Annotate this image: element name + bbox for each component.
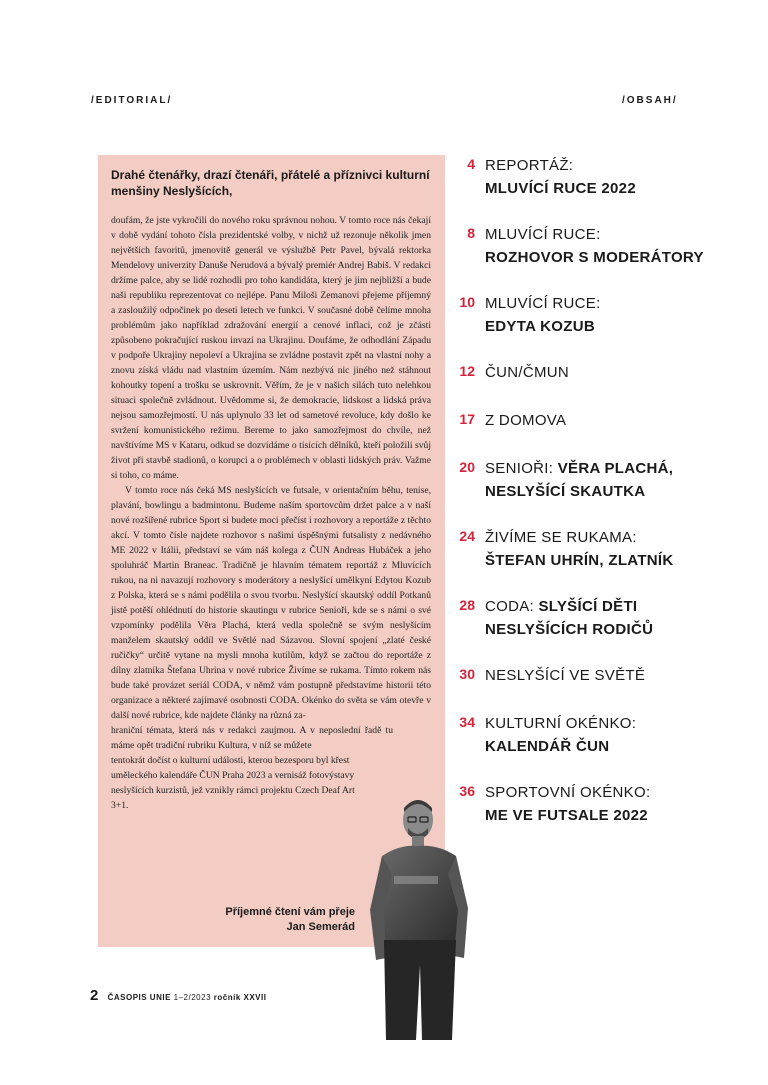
- signature-greeting: Příjemné čtení vám přeje: [225, 906, 355, 918]
- toc-section: MLUVÍCÍ RUCE:: [485, 226, 601, 243]
- toc-section: Z DOMOVA: [485, 412, 567, 429]
- toc-section: SPORTOVNÍ OKÉNKO:: [485, 784, 651, 801]
- toc-page-number: 30: [459, 666, 475, 682]
- toc-section: SENIOŘI:: [485, 460, 558, 477]
- page-footer: [90, 987, 266, 1004]
- toc-title: ŠTEFAN UHRÍN, ZLATNÍK: [485, 552, 674, 569]
- toc-section: KULTURNÍ OKÉNKO:: [485, 715, 637, 732]
- magazine-name: ČASOPIS UNIE: [107, 993, 171, 1002]
- toc-page-number: 34: [459, 714, 475, 730]
- toc-title: ME VE FUTSALE 2022: [485, 807, 648, 824]
- toc-section: MLUVÍCÍ RUCE:: [485, 295, 601, 312]
- editorial-paragraph-2: V tomto roce nás čeká MS neslyšících ve futsale, v orientačním běhu, tenise, plavání, bowlingu a badmintonu. Budeme naším sportovcům držet palce a v naší nové rozšířené rubrice Sport si budete moci přečíst i rozhovory a reportáže z těchto akcí. V tomto čísle najdete rozhovor s našimi úspěšnými futsalisty z nedávného ME 2022 v Itálii, představí se vám náš kolega z ČUN Andreas Hubáček a jeho spoluhráč Martin Braneac. Tradičně je hlavním tématem reportáž z Mluvících rukou, na ni navazují rozhovory s moderátory a neslyšící umělkyní Edytou Kozub z Polska, která se s námi podělila o svou tvorbu. Neslyšící skautský oddíl Potkanů jistě potěší ohlédnutí do historie skautingu v rubrice Senioři, kde se s námi o své vzpomínky podělila Věra Plachá, která vedla společně se svým neslyšícím manželem skautský oddíl ve Světlé nad Sázavou. Slovní spojení „zlaté české ručičky“ určitě vytane na mysli mnoha kutilům, když se začtou do reportáže z dílny zlatníka Štefana Uhrina v nové rubrice Živíme se rukama. Tímto rokem nás bude také provázet seriál CODA, v němž vám postupně představíme historii této organizace a některé zajímavé osobnosti CODA. Okénko do světa se vám otevře v další nové rubrice, kde najdete články na různá za-: [111, 485, 431, 721]
- toc-title: NESLYŠÍCÍCH RODIČŮ: [485, 621, 654, 638]
- editorial-greeting: Drahé čtenářky, drazí čtenáři, přátelé a příznivci kulturní menšiny Neslyšících,: [111, 168, 430, 198]
- toc-page-number: 4: [467, 156, 475, 172]
- author-photo: [360, 790, 480, 1040]
- toc-section-highlight: SLYŠÍCÍ DĚTI: [538, 598, 638, 615]
- volume-number: ročník XXVII: [213, 993, 267, 1002]
- toc-page-number: 17: [459, 411, 475, 427]
- toc-section: NESLYŠÍCÍ VE SVĚTĚ: [485, 667, 646, 684]
- toc-page-number: 8: [467, 225, 475, 241]
- toc-title: MLUVÍCÍ RUCE 2022: [485, 180, 636, 197]
- toc-page-number: 28: [459, 597, 475, 613]
- toc-page-number: 10: [459, 294, 475, 310]
- toc-title: EDYTA KOZUB: [485, 318, 595, 335]
- editorial-paragraph-2-end: tentokrát dočíst o kulturní události, kterou bezesporu byl křest uměleckého kalendáře ČUN Praha 2023 a vernisáž fotovýstavy neslyšících kurzistů, jež vznikly rámci projektu Czech Deaf Art 3+1.: [111, 755, 355, 811]
- issue-number: 1–2/2023: [173, 993, 212, 1002]
- page-number: 2: [90, 987, 99, 1004]
- editorial-paragraph-1: doufám, že jste vykročili do nového roku správnou nohou. V tomto roce nás čekají v době vydání tohoto čísla prezidentské volby, v nichž už rezonuje několik jmen největších favoritů, jmenovitě generál ve výslužbě Petr Pavel, bývalá rektorka Mendelovy univerzity Danuše Nerudová a bývalý premiér Andrej Babiš. V redakci držíme palce, aby se lidé rozhodli pro toho kandidáta, který je jim nejbližší a bude naši republiku reprezentovat co nejlépe. Panu Miloši Zemanovi přejeme příjemný a zasloužilý odpočinek po deseti letech ve funkci. V současné době čelíme mnoha problémům jako například zdražování energií a cenové inflaci, což je zčásti způsobeno pokračující ruskou invazí na Ukrajinu. Doufáme, že odhodlání Západu v podpoře Ukrajiny nepoleví a Ukrajina se zvládne postavit zpět na vlastní nohy a znovu získá vládu nad vlastním územím. Nám nezbývá nic jiného než stáhnout kohoutky topení a trošku se uskrovnit. Věřím, že je v našich silách tuto nelehkou situaci společně zvládnout. Uvědomme si, že demokracie, lidskost a lidská práva nejsou samozřejmostí. U nás uplynulo 33 let od sametové revoluce, kdy došlo ke svržení komunistického režimu. Bereme to jako samozřejmost do chvíle, než navštívíme MS v Kataru, odkud se dozvídáme o tisících dělníků, kteří položili svůj život při stavbě stadionů, o korupci a o problémech v oblasti lidských práv. Važme si toho, co máme.: [111, 215, 431, 481]
- toc-section: ČUN/ČMUN: [485, 364, 570, 381]
- toc-title: ROZHOVOR S MODERÁTORY: [485, 249, 704, 266]
- toc-section: CODA:: [485, 598, 539, 615]
- toc-title: KALENDÁŘ ČUN: [485, 738, 610, 755]
- toc-section-highlight: VĚRA PLACHÁ,: [557, 460, 674, 477]
- contents-section-label: /OBSAH/: [622, 95, 678, 106]
- editorial-signature: [190, 905, 355, 935]
- signature-author: Jan Semerád: [286, 921, 355, 933]
- editorial-section-label: /EDITORIAL/: [91, 95, 173, 106]
- toc-page-number: 36: [459, 783, 475, 799]
- editorial-body: [111, 213, 431, 813]
- editorial-paragraph-2-continued: hraniční témata, která nás v redakci zaujmou. A v neposlední řadě tu máme opět tradiční rubriku Kultura, v níž se můžete: [111, 725, 393, 751]
- toc-section: ŽIVÍME SE RUKAMA:: [485, 529, 637, 546]
- toc-page-number: 24: [459, 528, 475, 544]
- toc-page-number: 12: [459, 363, 475, 379]
- toc-title: NESLYŠÍCÍ SKAUTKA: [485, 483, 646, 500]
- toc-page-number: 20: [459, 459, 475, 475]
- toc-section: REPORTÁŽ:: [485, 157, 574, 174]
